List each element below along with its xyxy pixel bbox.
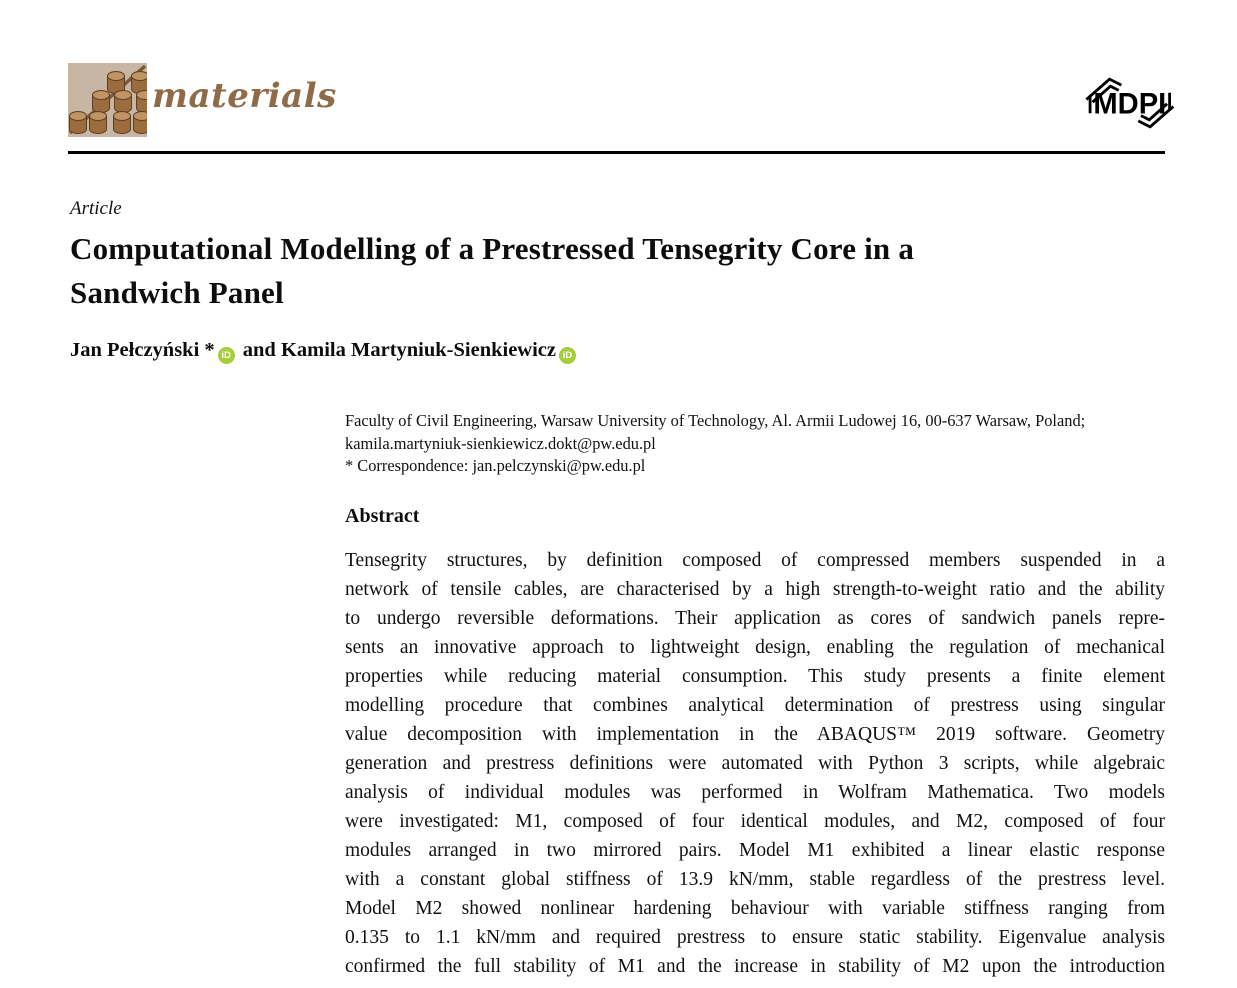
abstract-line: to undergo reversible deformations. Their application as cores of sandwich panels repre- (345, 608, 1165, 629)
journal-wordmark: materials (152, 76, 337, 116)
abstract-line: analysis of individual modules was performed in Wolfram Mathematica. Two models (345, 782, 1165, 803)
abstract-heading: Abstract (345, 505, 420, 527)
abstract-line: Tensegrity structures, by definition composed of compressed members suspended in a (345, 550, 1165, 571)
abstract-line: confirmed the full stability of M1 and the increase in stability of M2 upon the introduction (345, 956, 1165, 977)
mdpi-logo-icon (1068, 70, 1174, 136)
abstract-line: properties while reducing material consumption. This study presents a finite element (345, 666, 1165, 687)
abstract-line: 0.135 to 1.1 kN/mm and required prestress to ensure static stability. Eigenvalue analysis (345, 927, 1165, 948)
affiliation-line: Faculty of Civil Engineering, Warsaw University of Technology, Al. Armii Ludowej 16, 00-637 Warsaw, Poland; (345, 411, 1086, 430)
page-title (70, 227, 1175, 315)
abstract-line: were investigated: M1, composed of four identical modules, and M2, composed of four (345, 811, 1165, 832)
abstract-body (345, 546, 1165, 981)
author-1-corresponding-marker: * (204, 339, 215, 361)
abstract-line: Model M2 showed nonlinear hardening behaviour with variable stiffness ranging from (345, 898, 1165, 919)
abstract-line: with a constant global stiffness of 13.9 kN/mm, stable regardless of the prestress level. (345, 869, 1165, 890)
orcid-icon[interactable]: iD (218, 347, 235, 364)
author-2-name: Kamila Martyniuk-Sienkiewicz (280, 339, 556, 361)
affiliation-email: kamila.martyniuk-sienkiewicz.dokt@pw.edu.pl (345, 433, 656, 453)
author-list (70, 339, 579, 364)
title-line-1: Computational Modelling of a Prestressed Tensegrity Core in a (70, 231, 915, 266)
author-1-name: Jan Pełczyński (70, 339, 200, 361)
affiliation-block (345, 410, 1175, 478)
abstract-line: modules arranged in two mirrored pairs. Model M1 exhibited a linear elastic response (345, 840, 1165, 861)
mdpi-logo-text: MDPI (1093, 88, 1167, 121)
correspondence-line: * Correspondence: jan.pelczynski@pw.edu.pl (345, 456, 646, 475)
abstract-line: network of tensile cables, are characterised by a high strength-to-weight ratio and the ability (345, 579, 1165, 600)
author-connector: and (242, 339, 276, 361)
title-line-2: Sandwich Panel (70, 275, 284, 310)
abstract-line: modelling procedure that combines analytical determination of prestress using singular (345, 695, 1165, 716)
article-type-label: Article (70, 198, 122, 219)
abstract-line: generation and prestress definitions were automated with Python 3 scripts, while algebraic (345, 753, 1165, 774)
abstract-line: value decomposition with implementation in the ABAQUS™ 2019 software. Geometry (345, 724, 1165, 745)
abstract-line: sents an innovative approach to lightweight design, enabling the regulation of mechanical (345, 637, 1165, 658)
orcid-icon[interactable]: iD (559, 347, 576, 364)
header-divider (68, 151, 1165, 154)
materials-logo-icon (68, 63, 147, 137)
